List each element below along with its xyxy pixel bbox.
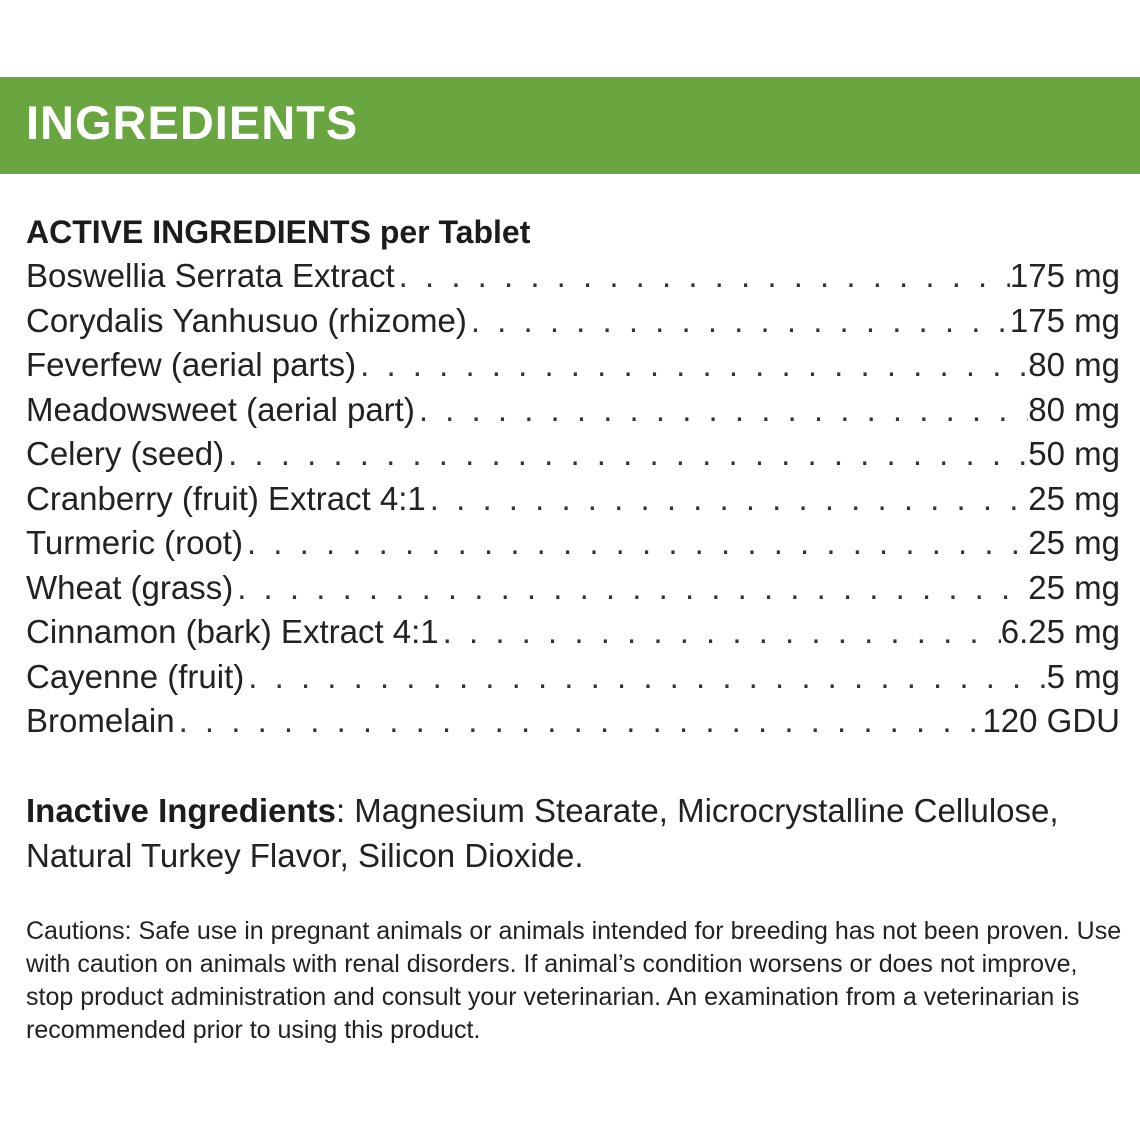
inactive-ingredients-section <box>26 788 1126 878</box>
ingredient-name: Wheat (grass) <box>26 568 234 606</box>
dot-leader <box>224 432 1028 477</box>
dot-leader <box>395 254 1010 299</box>
ingredient-row <box>26 388 1134 433</box>
ingredient-row <box>26 566 1134 611</box>
dot-leader <box>356 343 1028 388</box>
ingredient-row <box>26 699 1134 744</box>
ingredient-row <box>26 432 1134 477</box>
ingredient-amount: 25 mg <box>1028 524 1120 561</box>
ingredient-row <box>26 477 1134 522</box>
dot-leader <box>467 299 1010 344</box>
ingredient-name: Turmeric (root) <box>26 524 243 561</box>
ingredient-row <box>26 610 1134 655</box>
ingredient-amount: 175 mg <box>1009 257 1120 294</box>
ingredient-amount: 50 mg <box>1028 435 1120 472</box>
ingredient-name: Bromelain <box>26 702 175 739</box>
page-title: INGREDIENTS <box>26 96 359 149</box>
ingredient-row <box>26 254 1134 299</box>
ingredient-amount: 5 mg <box>1046 657 1120 695</box>
ingredient-row <box>26 521 1134 566</box>
ingredient-amount: 25 mg <box>1028 568 1120 606</box>
ingredient-amount: 175 mg <box>1009 301 1120 339</box>
ingredient-name: Cayenne (fruit) <box>26 657 245 695</box>
ingredient-name: Corydalis Yanhusuo (rhizome) <box>26 301 467 339</box>
ingredient-amount: 25 mg <box>1028 479 1120 517</box>
ingredient-name: Cinnamon (bark) Extract 4:1 <box>26 613 439 650</box>
ingredient-name: Boswellia Serrata Extract <box>26 257 395 294</box>
dot-leader <box>244 655 1046 700</box>
ingredient-amount: 6.25 mg <box>1000 613 1120 650</box>
active-ingredients-heading: ACTIVE INGREDIENTS per Tablet <box>26 214 531 250</box>
dot-leader <box>439 610 1001 655</box>
ingredient-amount: 80 mg <box>1028 390 1120 428</box>
active-ingredients-section <box>26 210 1134 744</box>
ingredient-row <box>26 343 1134 388</box>
ingredient-amount: 80 mg <box>1028 346 1120 383</box>
inactive-ingredients-label: Inactive Ingredients <box>26 792 336 829</box>
dot-leader <box>175 699 983 744</box>
dot-leader <box>426 477 1029 522</box>
ingredient-name: Meadowsweet (aerial part) <box>26 390 415 428</box>
cautions-text: Cautions: Safe use in pregnant animals or animals intended for breeding has not been proven. Use with caution on animals with renal disorders. If animal’s condition worsens or does not improve, stop product administration and consult your veterinarian. An examination from a veterinarian is recommended prior to using this product. <box>26 917 1122 1044</box>
ingredient-name: Celery (seed) <box>26 435 225 472</box>
inactive-ingredients-text: : Magnesium Stearate, Microcrystalline Cellulose, Natural Turkey Flavor, Silicon Dioxide. <box>26 792 1059 874</box>
dot-leader <box>243 521 1028 566</box>
ingredient-name: Feverfew (aerial parts) <box>26 346 357 383</box>
ingredient-row <box>26 299 1134 344</box>
dot-leader <box>415 388 1028 433</box>
ingredient-name: Cranberry (fruit) Extract 4:1 <box>26 479 426 517</box>
dot-leader <box>233 566 1028 611</box>
ingredient-row <box>26 655 1134 700</box>
ingredient-amount: 120 GDU <box>982 702 1120 739</box>
